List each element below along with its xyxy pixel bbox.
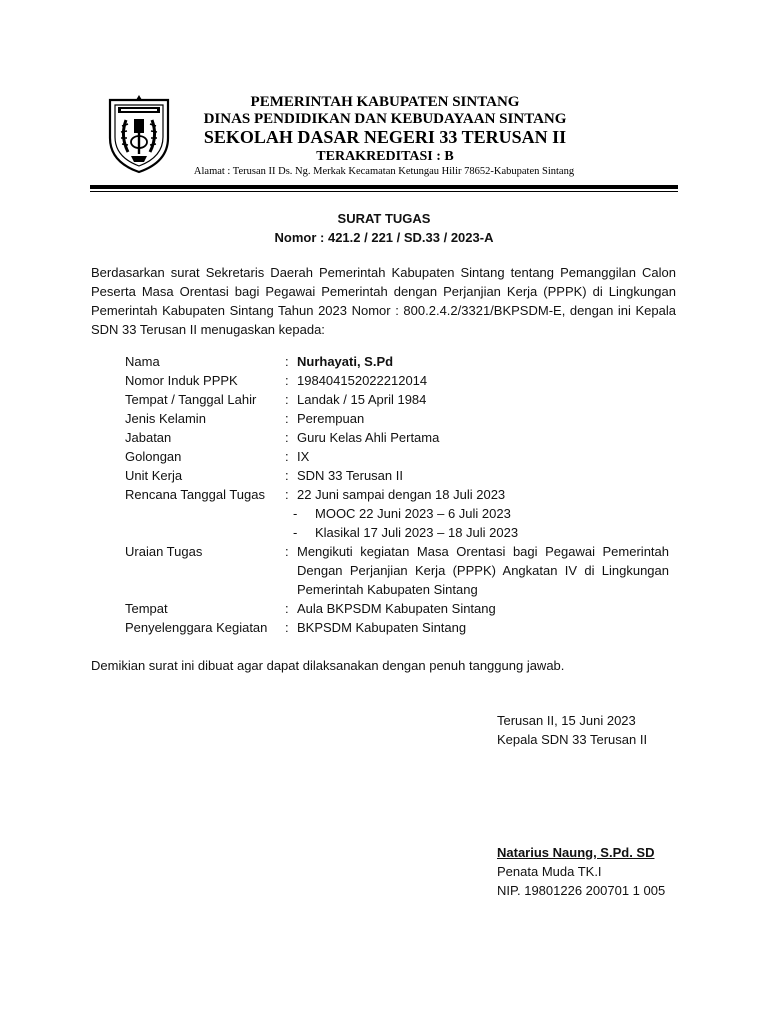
field-label: Nomor Induk PPPK: [125, 373, 238, 388]
field-label: Rencana Tanggal Tugas: [125, 487, 265, 502]
schedule-item: [125, 504, 685, 523]
field-colon: :: [285, 487, 289, 502]
field-value-venue: Aula BKPSDM Kabupaten Sintang: [297, 601, 496, 616]
field-label: Uraian Tugas: [125, 544, 203, 559]
field-colon: :: [285, 449, 289, 464]
field-row-gender: [125, 409, 685, 428]
signature-rank: Penata Muda TK.I: [497, 864, 602, 879]
field-label: Jenis Kelamin: [125, 411, 206, 426]
field-colon: :: [285, 544, 289, 559]
letterhead-department-line: DINAS PENDIDIKAN DAN KEBUDAYAAN SINTANG: [203, 111, 567, 127]
field-value-gender: Perempuan: [297, 411, 365, 426]
signature-name: Natarius Naung, S.Pd. SD: [497, 845, 655, 860]
schedule-item-text: MOOC 22 Juni 2023 – 6 Juli 2023: [315, 506, 511, 521]
field-row-birth: [125, 390, 685, 409]
intro-paragraph: Berdasarkan surat Sekretaris Daerah Pemerintah Kabupaten Sintang tentang Pemanggilan Calon Peserta Masa Orentasi bagi Pegawai Pemerintah dengan Perjanjian Kerja (PPPK) di Lingkungan Pemerintah Kabupaten Sintang Tahun 2023 Nomor : 800.2.4.2/3321/BKPSDM-E, dengan ini Kepala SDN 33 Terusan II menugaskan kepada:: [91, 265, 676, 337]
letterhead-school-name: SEKOLAH DASAR NEGERI 33 TERUSAN II: [203, 127, 567, 147]
field-row-schedule: [125, 485, 685, 504]
field-colon: :: [285, 392, 289, 407]
field-colon: :: [285, 411, 289, 426]
letterhead-government-line: PEMERINTAH KABUPATEN SINTANG: [250, 94, 520, 110]
field-row-organizer: [125, 618, 685, 637]
assignee-details: [125, 352, 685, 637]
field-value-schedule: 22 Juni sampai dengan 18 Juli 2023: [297, 487, 506, 502]
field-row-position: [125, 428, 685, 447]
field-row-duty: [125, 542, 685, 599]
field-value-name: Nurhayati, S.Pd: [297, 354, 394, 369]
field-label: Tempat / Tanggal Lahir: [125, 392, 257, 407]
field-colon: :: [285, 620, 289, 635]
field-row-venue: [125, 599, 685, 618]
letterhead-divider-thick: [90, 185, 678, 189]
field-value-duty: Mengikuti kegiatan Masa Orentasi bagi Pegawai Pemerintah Dengan Perjanjian Kerja (PPPK) Angkatan IV di Lingkungan Pemerintah Kabupaten Sintang: [297, 544, 669, 597]
field-colon: :: [285, 601, 289, 616]
field-row-name: [125, 352, 685, 371]
field-label: Unit Kerja: [125, 468, 183, 483]
signature-nip: NIP. 19801226 200701 1 005: [497, 883, 666, 898]
field-label: Golongan: [125, 449, 182, 464]
field-label: Jabatan: [125, 430, 172, 445]
field-value-nip-pppk: 198404152022212014: [297, 373, 428, 388]
schedule-item-text: Klasikal 17 Juli 2023 – 18 Juli 2023: [315, 525, 519, 540]
bullet-dash: -: [293, 525, 298, 540]
signature-role: Kepala SDN 33 Terusan II: [497, 732, 648, 747]
signature-place-date: Terusan II, 15 Juni 2023: [497, 713, 636, 728]
field-row-work-unit: [125, 466, 685, 485]
field-row-grade: [125, 447, 685, 466]
letter-title: SURAT TUGAS: [337, 211, 431, 226]
letterhead-divider-thin: [90, 191, 678, 192]
field-row-nip-pppk: [125, 371, 685, 390]
bullet-dash: -: [293, 506, 298, 521]
regency-crest-icon: [106, 92, 172, 174]
field-value-grade: IX: [297, 449, 310, 464]
field-label: Penyelenggara Kegiatan: [125, 620, 268, 635]
field-colon: :: [285, 430, 289, 445]
field-colon: :: [285, 354, 289, 369]
letterhead-address: Alamat : Terusan II Ds. Ng. Merkak Kecamatan Ketungau Hilir 78652-Kabupaten Sintang: [193, 166, 575, 177]
field-label: Nama: [125, 354, 160, 369]
letterhead: [0, 0, 768, 200]
schedule-item: [125, 523, 685, 542]
closing-paragraph: Demikian surat ini dibuat agar dapat dilaksanakan dengan penuh tanggung jawab.: [91, 658, 565, 673]
field-colon: :: [285, 468, 289, 483]
field-value-position: Guru Kelas Ahli Pertama: [297, 430, 440, 445]
field-value-work-unit: SDN 33 Terusan II: [297, 468, 403, 483]
field-label: Tempat: [125, 601, 168, 616]
field-value-organizer: BKPSDM Kabupaten Sintang: [297, 620, 467, 635]
field-value-birth: Landak / 15 April 1984: [297, 392, 427, 407]
letter-number: Nomor : 421.2 / 221 / SD.33 / 2023-A: [274, 230, 494, 245]
field-colon: :: [285, 373, 289, 388]
letterhead-accreditation: TERAKREDITASI : B: [316, 149, 454, 164]
